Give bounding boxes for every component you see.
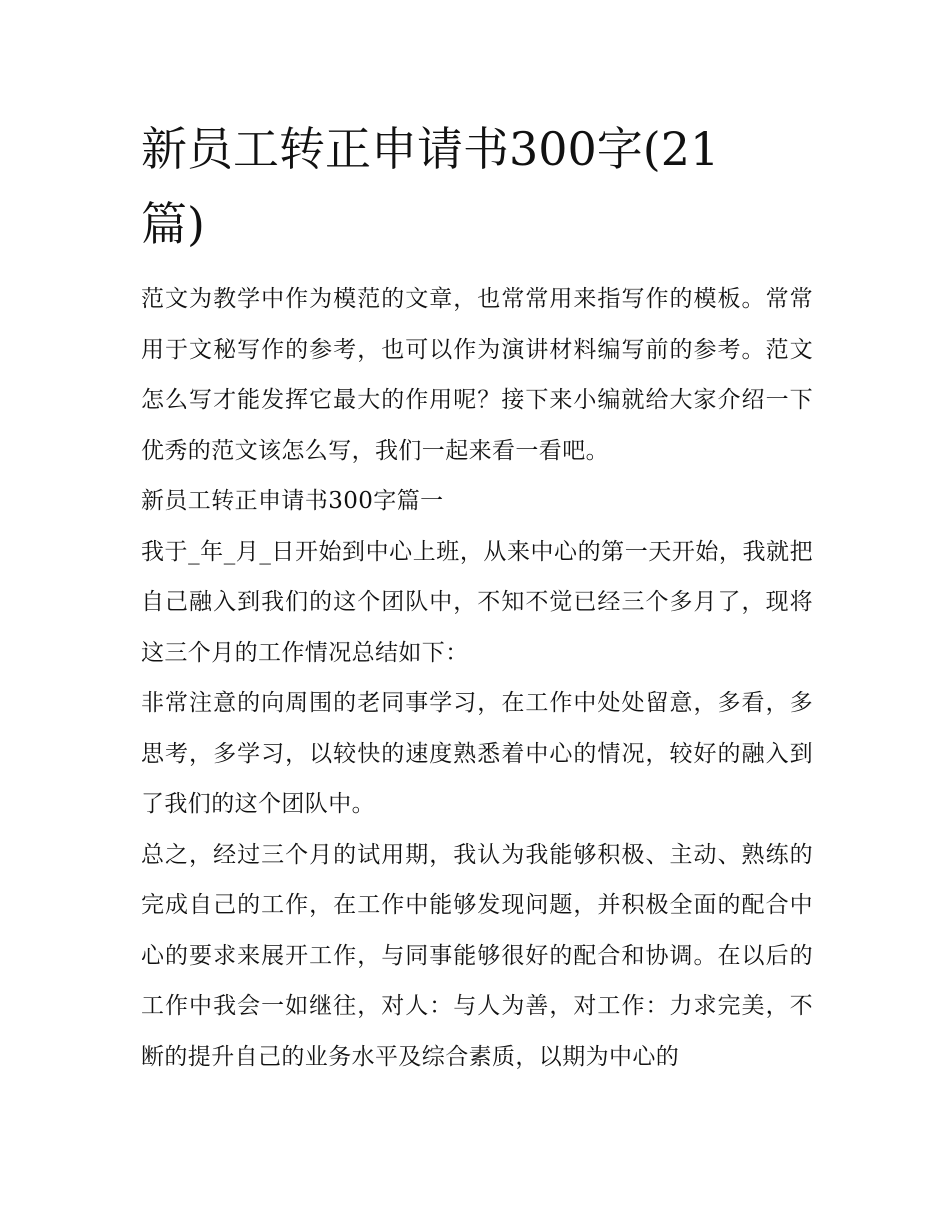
paragraph: 我于_年_月_日开始到中心上班，从来中心的第一天开始，我就把自己融入到我们的这个团队中，不知不觉已经三个多月了，现将这三个月的工作情况总结如下： [141,538,813,666]
paragraph-intro: 范文为教学中作为模范的文章，也常常用来指写作的模板。常常用于文秘写作的参考，也可以作为演讲材料编写前的参考。范文怎么写才能发挥它最大的作用呢？接下来小编就给大家介绍一下优秀的范文该怎么写，我们一起来看一看吧。 [141,286,813,464]
paragraph: 总之，经过三个月的试用期，我认为我能够积极、主动、熟练的完成自己的工作，在工作中能够发现问题，并积极全面的配合中心的要求来展开工作，与同事能够很好的配合和协调。在以后的工作中我会一如继往，对人：与人为善，对工作：力求完美，不断的提升自己的业务水平及综合素质，以期为中心的 [141,841,813,1070]
section-heading: 新员工转正申请书300字篇一 [141,488,444,514]
document-title: 新员工转正申请书300字(21篇) [141,122,720,251]
document-body [141,112,813,1082]
paragraph: 非常注意的向周围的老同事学习，在工作中处处留意，多看，多思考，多学习，以较快的速度熟悉着中心的情况，较好的融入到了我们的这个团队中。 [141,690,813,817]
